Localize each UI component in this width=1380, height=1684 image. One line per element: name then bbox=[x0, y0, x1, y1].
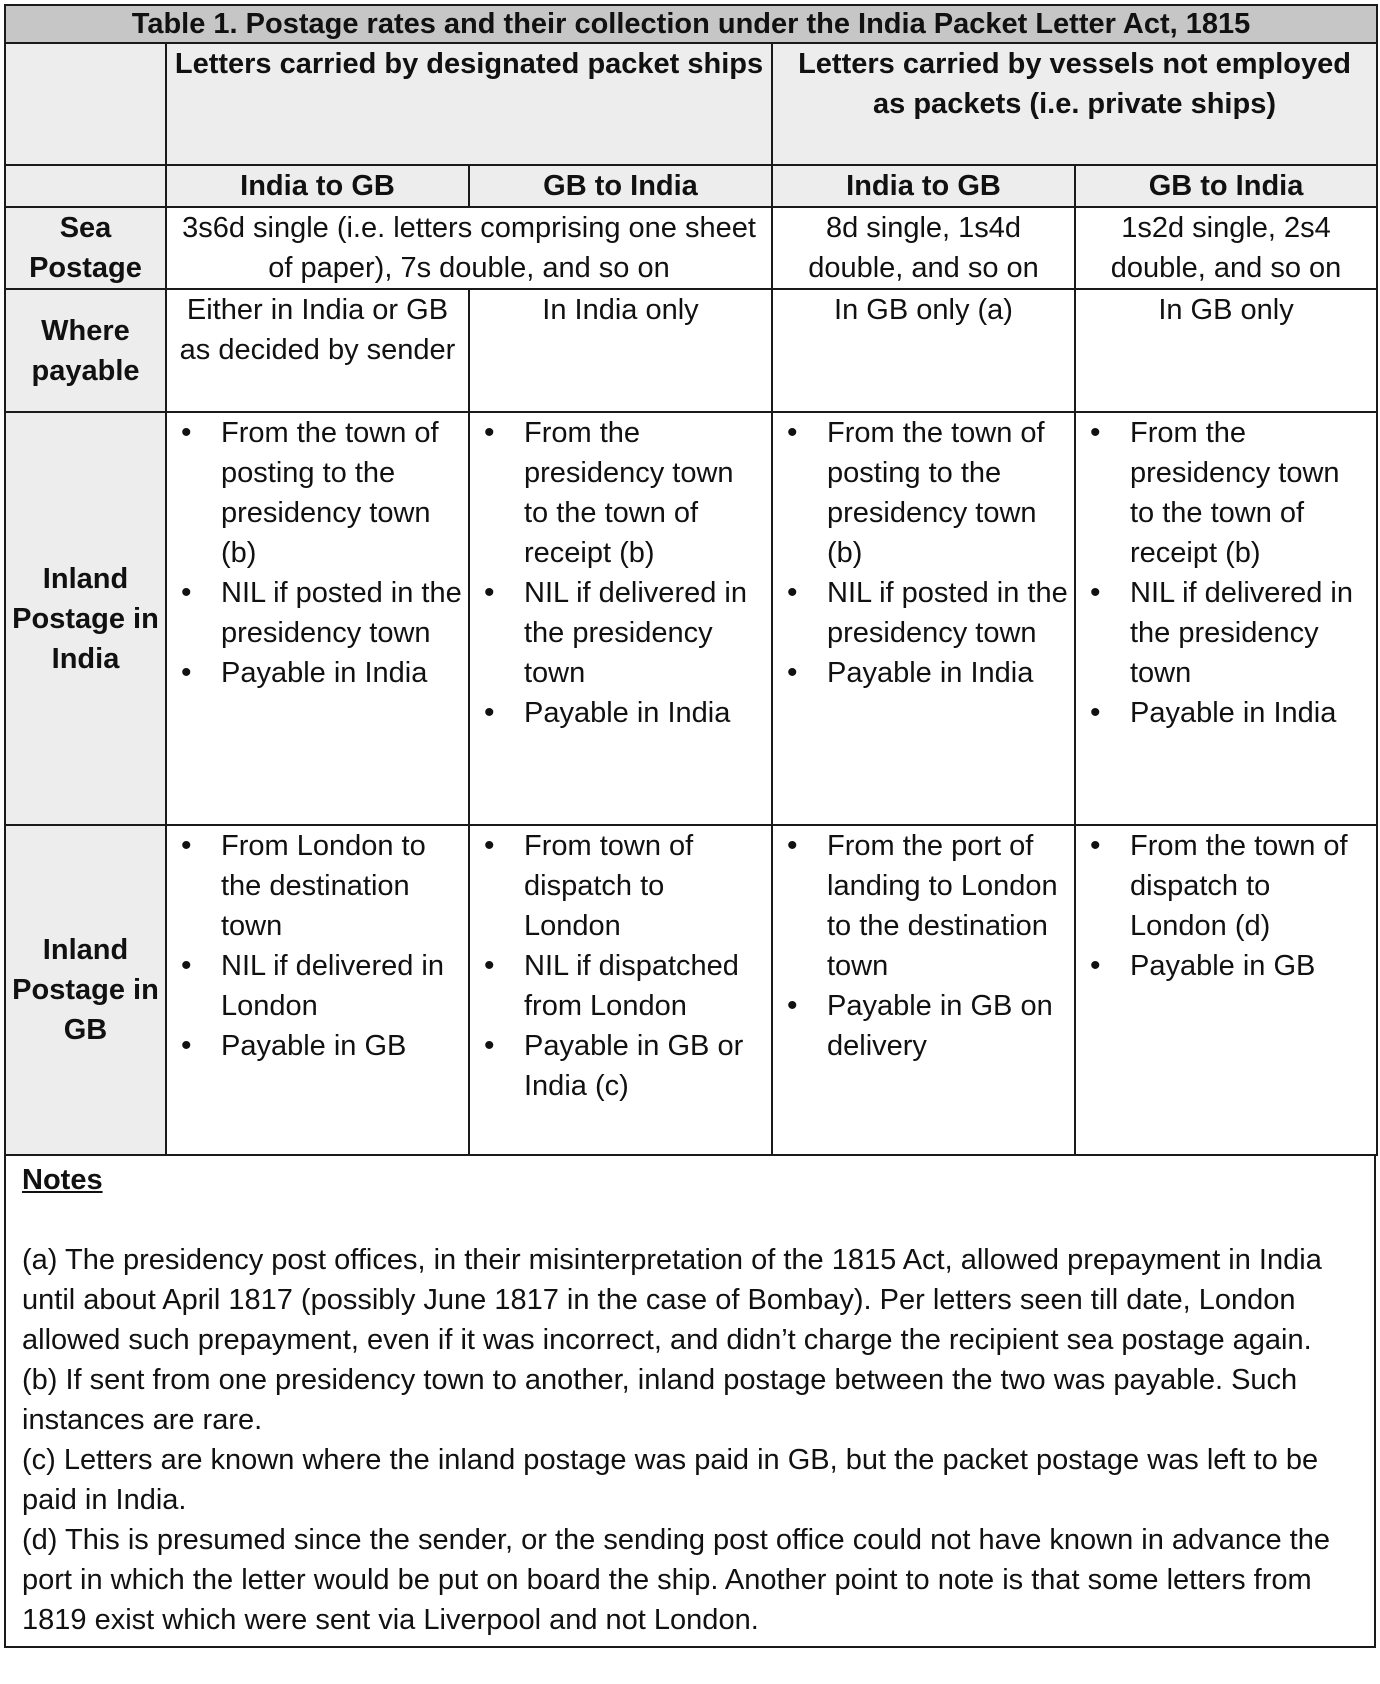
note-item: (c) Letters are known where the inland postage was paid in GB, but the packet postage was left to be paid in India. bbox=[22, 1444, 1319, 1516]
row-label-sea-postage: Sea Postage bbox=[5, 207, 166, 289]
inland-gb-cell bbox=[1075, 825, 1377, 1155]
where-payable-cell: In India only bbox=[469, 289, 772, 412]
list-item: • From the town of dispatch to London (d) bbox=[1130, 826, 1370, 946]
group-header-row bbox=[5, 43, 1377, 165]
list-item: • Payable in India bbox=[827, 653, 1068, 693]
list-item: • NIL if delivered in the presidency town bbox=[524, 573, 765, 693]
notes-spacer bbox=[22, 1200, 1360, 1240]
table-title: Table 1. Postage rates and their collection under the India Packet Letter Act, 1815 bbox=[5, 5, 1377, 43]
list-item: • From London to the destination town bbox=[221, 826, 462, 946]
list-item: • From the town of posting to the presidency town (b) bbox=[827, 413, 1068, 573]
inland-gb-row bbox=[5, 825, 1377, 1155]
sea-postage-packet: 3s6d single (i.e. letters comprising one sheet of paper), 7s double, and so on bbox=[166, 207, 772, 289]
row-label-inland-gb: Inland Postage in GB bbox=[5, 825, 166, 1155]
bullet-list bbox=[1082, 826, 1370, 986]
direction-header-row bbox=[5, 165, 1377, 207]
col-packet-india-to-gb: India to GB bbox=[166, 165, 469, 207]
bullet-list bbox=[476, 413, 765, 733]
title-row bbox=[5, 5, 1377, 43]
list-item: • Payable in GB bbox=[221, 1026, 462, 1066]
inland-india-cell bbox=[1075, 412, 1377, 825]
where-payable-cell: In GB only (a) bbox=[772, 289, 1075, 412]
list-item: • Payable in India bbox=[524, 693, 765, 733]
corner-cell bbox=[5, 43, 166, 165]
sea-postage-private-india-to-gb: 8d single, 1s4d double, and so on bbox=[772, 207, 1075, 289]
inland-gb-cell bbox=[469, 825, 772, 1155]
list-item: • NIL if dispatched from London bbox=[524, 946, 765, 1026]
corner-cell-2 bbox=[5, 165, 166, 207]
bullet-list bbox=[476, 826, 765, 1106]
col-private-gb-to-india: GB to India bbox=[1075, 165, 1377, 207]
bullet-list bbox=[173, 413, 462, 693]
list-item: • Payable in India bbox=[1130, 693, 1370, 733]
col-private-india-to-gb: India to GB bbox=[772, 165, 1075, 207]
note-item: (a) The presidency post offices, in their misinterpretation of the 1815 Act, allowed prepayment in India until about April 1817 (possibly June 1817 in the case of Bombay). Per letters seen till date, London allowed such prepayment, even if it was incorrect, and didn’t charge the recipient sea postage again. bbox=[22, 1244, 1322, 1356]
list-item: • From the presidency town to the town of receipt (b) bbox=[1130, 413, 1370, 573]
inland-india-cell bbox=[166, 412, 469, 825]
inland-gb-cell bbox=[166, 825, 469, 1155]
where-payable-cell: Either in India or GB as decided by sender bbox=[166, 289, 469, 412]
row-label-where-payable: Where payable bbox=[5, 289, 166, 412]
document bbox=[4, 4, 1376, 1648]
bullet-list bbox=[1082, 413, 1370, 733]
list-item: • Payable in India bbox=[221, 653, 462, 693]
sea-postage-row bbox=[5, 207, 1377, 289]
list-item: • NIL if posted in the presidency town bbox=[827, 573, 1068, 653]
col-packet-gb-to-india: GB to India bbox=[469, 165, 772, 207]
list-item: • From town of dispatch to London bbox=[524, 826, 765, 946]
list-item: • NIL if delivered in the presidency town bbox=[1130, 573, 1370, 693]
bullet-list bbox=[173, 826, 462, 1066]
list-item: • From the port of landing to London to the destination town bbox=[827, 826, 1068, 986]
list-item: • NIL if posted in the presidency town bbox=[221, 573, 462, 653]
bullet-list bbox=[779, 826, 1068, 1066]
sea-postage-private-gb-to-india: 1s2d single, 2s4 double, and so on bbox=[1075, 207, 1377, 289]
notes-heading: Notes bbox=[22, 1164, 103, 1196]
where-payable-row bbox=[5, 289, 1377, 412]
list-item: • From the town of posting to the presidency town (b) bbox=[221, 413, 462, 573]
list-item: • Payable in GB or India (c) bbox=[524, 1026, 765, 1106]
inland-india-cell bbox=[469, 412, 772, 825]
row-label-inland-india: Inland Postage in India bbox=[5, 412, 166, 825]
list-item: • NIL if delivered in London bbox=[221, 946, 462, 1026]
notes-section bbox=[4, 1156, 1376, 1648]
bullet-list bbox=[779, 413, 1068, 693]
list-item: • Payable in GB on delivery bbox=[827, 986, 1068, 1066]
inland-gb-cell bbox=[772, 825, 1075, 1155]
list-item: • Payable in GB bbox=[1130, 946, 1370, 986]
postage-rates-table bbox=[4, 4, 1378, 1156]
where-payable-cell: In GB only bbox=[1075, 289, 1377, 412]
inland-india-row bbox=[5, 412, 1377, 825]
packet-ships-header: Letters carried by designated packet ships bbox=[166, 43, 772, 165]
note-item: (d) This is presumed since the sender, or the sending post office could not have known in advance the port in which the letter would be put on board the ship. Another point to note is that some letters from 1819 exist which were sent via Liverpool and not London. bbox=[22, 1524, 1330, 1636]
list-item: • From the presidency town to the town of receipt (b) bbox=[524, 413, 765, 573]
note-item: (b) If sent from one presidency town to another, inland postage between the two was payable. Such instances are rare. bbox=[22, 1364, 1298, 1436]
inland-india-cell bbox=[772, 412, 1075, 825]
private-ships-header: Letters carried by vessels not employed as packets (i.e. private ships) bbox=[772, 43, 1377, 165]
